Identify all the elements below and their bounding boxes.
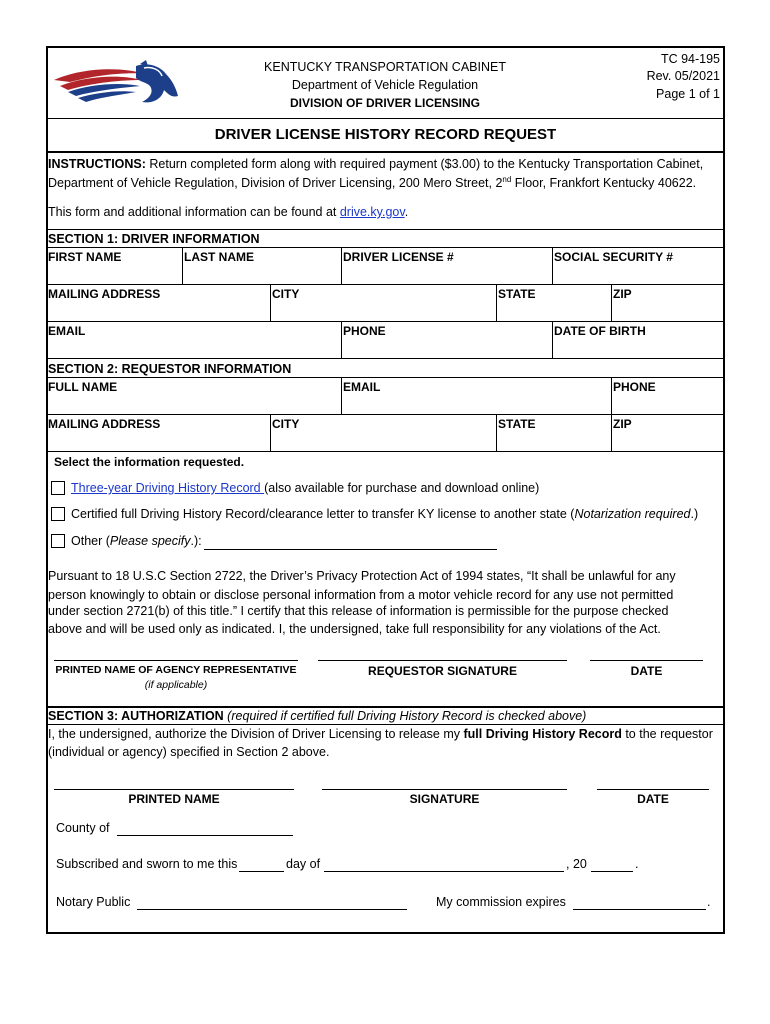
requestor-zip-label: ZIP	[613, 417, 632, 431]
first-name-label: FIRST NAME	[48, 250, 122, 264]
requestor-date-label: DATE	[630, 664, 663, 678]
authorization-line-1: I, the undersigned, authorize the Division of Driver Licensing to release my full Driving History Record to the requestor	[48, 727, 713, 741]
kentucky-horse-logo-icon	[50, 58, 180, 108]
divider	[46, 247, 725, 248]
requestor-email-label: EMAIL	[343, 380, 381, 394]
requestor-email-field[interactable]	[343, 395, 609, 413]
notary-field[interactable]	[137, 909, 407, 910]
drive-ky-gov-link[interactable]: drive.ky.gov	[339, 205, 405, 219]
requestor-address-label: MAILING ADDRESS	[48, 417, 161, 431]
dob-label: DATE OF BIRTH	[554, 324, 646, 338]
form-title: DRIVER LICENSE HISTORY RECORD REQUEST	[214, 126, 557, 143]
commission-label: My commission expires	[436, 895, 566, 909]
three-year-record-link[interactable]: Three-year Driving History Record	[71, 481, 265, 495]
day-field[interactable]	[239, 871, 284, 872]
option-other: Other (Please specify.):	[71, 534, 202, 548]
mailing-address-field[interactable]	[48, 302, 268, 320]
requestor-city-label: CITY	[272, 417, 300, 431]
phone-field[interactable]	[343, 339, 550, 357]
agency-rep-label: PRINTED NAME OF AGENCY REPRESENTATIVE	[55, 664, 297, 676]
option-three-year: Three-year Driving History Record (also available for purchase and download online)	[71, 481, 540, 495]
day-of-label: day of	[286, 857, 321, 871]
year-prefix: , 20	[566, 857, 587, 871]
city-field[interactable]	[272, 302, 494, 320]
privacy-line-1: Pursuant to 18 U.S.C Section 2722, the Driver’s Privacy Protection Act of 1994 states, “It shall be unlawful for any	[48, 569, 676, 583]
driver-license-field[interactable]	[343, 265, 550, 283]
divider	[46, 229, 725, 230]
driver-license-label: DRIVER LICENSE #	[343, 250, 454, 264]
section-3-title: SECTION 3: AUTHORIZATION (required if certified full Driving History Record is checked above)	[48, 709, 587, 723]
commission-field[interactable]	[573, 909, 706, 910]
year-suffix: .	[635, 857, 639, 871]
signature-line[interactable]	[322, 789, 567, 790]
requestor-zip-field[interactable]	[613, 432, 722, 450]
agency-rep-note: (if applicable)	[144, 679, 208, 691]
select-prompt: Select the information requested.	[54, 455, 245, 469]
state-field[interactable]	[498, 302, 609, 320]
requestor-address-field[interactable]	[48, 432, 268, 450]
department-name: Department of Vehicle Regulation	[291, 78, 479, 92]
division-name: DIVISION OF DRIVER LICENSING	[289, 96, 481, 110]
page-number: Page 1 of 1	[656, 87, 720, 101]
authorization-line-2: (individual or agency) specified in Section 2 above.	[48, 745, 330, 759]
other-checkbox[interactable]	[51, 534, 65, 548]
date-label: DATE	[637, 792, 669, 806]
requestor-phone-label: PHONE	[613, 380, 656, 394]
phone-label: PHONE	[343, 324, 386, 338]
section-2-title: SECTION 2: REQUESTOR INFORMATION	[48, 362, 292, 376]
last-name-label: LAST NAME	[184, 250, 254, 264]
commission-end: .	[707, 895, 711, 909]
year-field[interactable]	[591, 871, 633, 872]
printed-name-line[interactable]	[54, 789, 294, 790]
requestor-phone-field[interactable]	[613, 395, 722, 413]
ssn-field[interactable]	[554, 265, 722, 283]
agency-rep-signature-line[interactable]	[54, 660, 298, 661]
option-certified: Certified full Driving History Record/clearance letter to transfer KY license to another state (Notarization required.)	[71, 507, 699, 521]
ssn-label: SOCIAL SECURITY #	[554, 250, 673, 264]
county-label: County of	[56, 821, 110, 835]
privacy-line-3: under section 2721(b) of this title.” I certify that this release of information is permissible for the purpose checked	[48, 604, 669, 618]
zip-field[interactable]	[613, 302, 722, 320]
requestor-state-label: STATE	[498, 417, 536, 431]
revision-date: Rev. 05/2021	[646, 69, 720, 83]
info-line: This form and additional information can be found at drive.ky.gov.	[48, 205, 409, 219]
agency-name: KENTUCKY TRANSPORTATION CABINET	[264, 60, 506, 74]
other-specify-field[interactable]	[204, 549, 497, 550]
dob-field[interactable]	[554, 339, 722, 357]
requestor-signature-label: REQUESTOR SIGNATURE	[368, 664, 517, 678]
divider	[46, 151, 725, 153]
date-line[interactable]	[597, 789, 709, 790]
requestor-signature-line[interactable]	[318, 660, 567, 661]
last-name-field[interactable]	[184, 265, 339, 283]
county-field[interactable]	[117, 835, 293, 836]
instructions-line-1: INSTRUCTIONS: Return completed form along with required payment ($3.00) to the Kentucky Transportation Cabinet,	[48, 157, 704, 171]
signature-label: SIGNATURE	[409, 792, 480, 806]
full-name-label: FULL NAME	[48, 380, 118, 394]
requestor-date-line[interactable]	[590, 660, 703, 661]
divider	[46, 118, 725, 119]
first-name-field[interactable]	[48, 265, 180, 283]
full-name-field[interactable]	[48, 395, 339, 413]
certified-record-checkbox[interactable]	[51, 507, 65, 521]
requestor-state-field[interactable]	[498, 432, 609, 450]
printed-name-label: PRINTED NAME	[128, 792, 220, 806]
zip-label: ZIP	[613, 287, 632, 301]
form-number: TC 94-195	[660, 52, 720, 66]
email-label: EMAIL	[48, 324, 86, 338]
state-label: STATE	[498, 287, 536, 301]
privacy-line-2: person knowingly to obtain or disclose personal information from a motor vehicle record for any use not permitted	[48, 588, 674, 602]
month-field[interactable]	[324, 871, 564, 872]
subscribed-label: Subscribed and sworn to me this	[56, 857, 238, 871]
requestor-city-field[interactable]	[272, 432, 494, 450]
email-field[interactable]	[48, 339, 339, 357]
notary-label: Notary Public	[56, 895, 131, 909]
three-year-record-checkbox[interactable]	[51, 481, 65, 495]
section-1-title: SECTION 1: DRIVER INFORMATION	[48, 232, 260, 246]
city-label: CITY	[272, 287, 300, 301]
mailing-address-label: MAILING ADDRESS	[48, 287, 161, 301]
instructions-line-2: Department of Vehicle Regulation, Division of Driver Licensing, 200 Mero Street, 2nd Floor, Frankfort Kentucky 40622.	[48, 175, 697, 191]
privacy-line-4: above and will be used only as indicated. I, the undersigned, take full responsibility for any violations of the Act.	[48, 622, 661, 636]
